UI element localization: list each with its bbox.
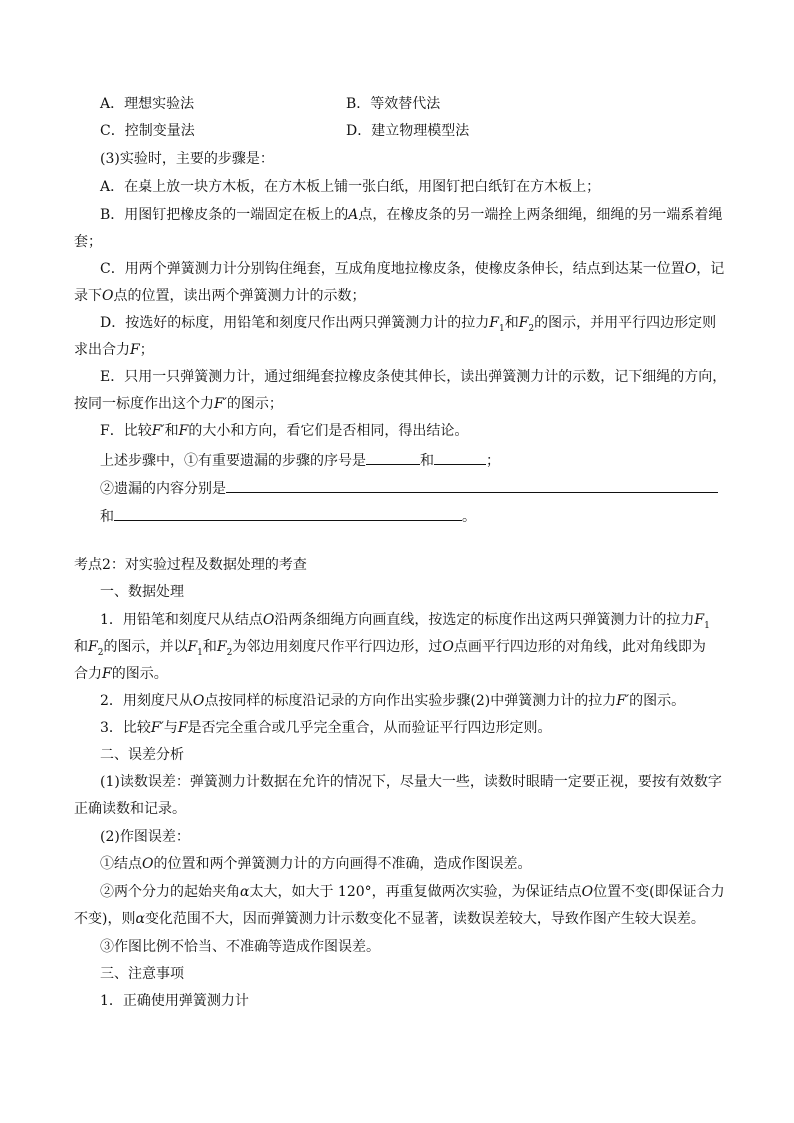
error-2-item2-line2: 不变)，则α变化范围不大，因而弹簧测力计示数变化不显著，读数误差较大，导致作图产生较大误差。 [74, 911, 705, 927]
step-c-line1: C．用两个弹簧测力计分别钩住绳套，互成角度地拉橡皮条，使橡皮条伸长，结点到达某一位置O，记 [100, 261, 725, 277]
error-2-item1: ①结点O的位置和两个弹簧测力计的方向画得不准确，造成作图误差。 [100, 856, 532, 872]
error-2-item2-line1: ②两个分力的起始夹角α太大，如大于 120°，再重复做两次实验，为保证结点O位置不变(即保证合力 [100, 884, 725, 900]
step-b-line1: B．用图钉把橡皮条的一端固定在板上的A点，在橡皮条的另一端拴上两条细绳，细绳的另一端系着绳 [100, 207, 723, 223]
data-p1-line2: 和$F_2$的图示，并以$F_1$和$F_2$为邻边用刻度尺作平行四边形，过O点画平行四边形的对角线，此对角线即为 [74, 639, 706, 658]
step-d-line1: D．按选好的标度，用铅笔和刻度尺作出两只弹簧测力计的拉力$F_1$和$F_2$的图示，并用平行四边形定则 [100, 315, 717, 334]
data-p1-line1: 1．用铅笔和刻度尺从结点O沿两条细绳方向画直线，按选定的标度作出这两只弹簧测力计的拉力$F_1$ [100, 612, 710, 631]
question-missing-content: ②遗漏的内容分别是 [100, 478, 718, 498]
error-1-line2: 正确读数和记录。 [74, 801, 186, 817]
q3-intro: (3)实验时，主要的步骤是： [100, 151, 274, 167]
step-b-line2: 套； [74, 234, 102, 250]
answer-blank-4[interactable] [114, 506, 462, 521]
option-d: D．建立物理模型法 [346, 123, 470, 139]
step-e-line2: 按同一标度作出这个力F′的图示； [74, 396, 283, 412]
heading-error-analysis: 二、误差分析 [100, 747, 184, 763]
step-d-line2: 求出合力F； [74, 342, 154, 358]
step-e-line1: E．只用一只弹簧测力计，通过细绳套拉橡皮条使其伸长，读出弹簧测力计的示数，记下细绳的方向， [100, 369, 727, 385]
answer-blank-1[interactable] [366, 450, 420, 465]
data-p1-line3: 合力F的图示。 [74, 666, 168, 682]
question-missing-steps: 上述步骤中，①有重要遗漏的步骤的序号是 和 ； [100, 450, 500, 470]
question-missing-content-2: 和 。 [100, 506, 476, 526]
data-p3: 3．比较F′与F是否完全重合或几乎完全重合，从而验证平行四边形定则。 [100, 720, 552, 736]
error-2-title: (2)作图误差： [100, 829, 190, 845]
option-a: A．理想实验法 [100, 96, 195, 112]
step-a: A．在桌上放一块方木板，在方木板上铺一张白纸，用图钉把白纸钉在方木板上； [100, 179, 601, 195]
option-c: C．控制变量法 [100, 123, 195, 139]
error-1-line1: (1)读数误差：弹簧测力计数据在允许的情况下，尽量大一些，读数时眼睛一定要正视，要按有效数字 [100, 774, 722, 790]
option-b: B．等效替代法 [346, 96, 441, 112]
answer-blank-3[interactable] [226, 478, 718, 493]
step-c-line2: 录下O点的位置，读出两个弹簧测力计的示数； [74, 288, 366, 304]
heading-precautions: 三、注意事项 [100, 966, 184, 982]
section-title: 考点2：对实验过程及数据处理的考查 [74, 557, 307, 573]
data-p2: 2．用刻度尺从O点按同样的标度沿记录的方向作出实验步骤(2)中弹簧测力计的拉力F′的图示。 [100, 693, 686, 709]
answer-blank-2[interactable] [434, 450, 486, 465]
step-f: F．比较F′和F的大小和方向，看它们是否相同，得出结论。 [100, 423, 469, 439]
error-2-item3: ③作图比例不恰当、不准确等造成作图误差。 [100, 939, 380, 955]
precaution-1: 1．正确使用弹簧测力计 [100, 993, 249, 1009]
heading-data-processing: 一、数据处理 [100, 584, 184, 600]
